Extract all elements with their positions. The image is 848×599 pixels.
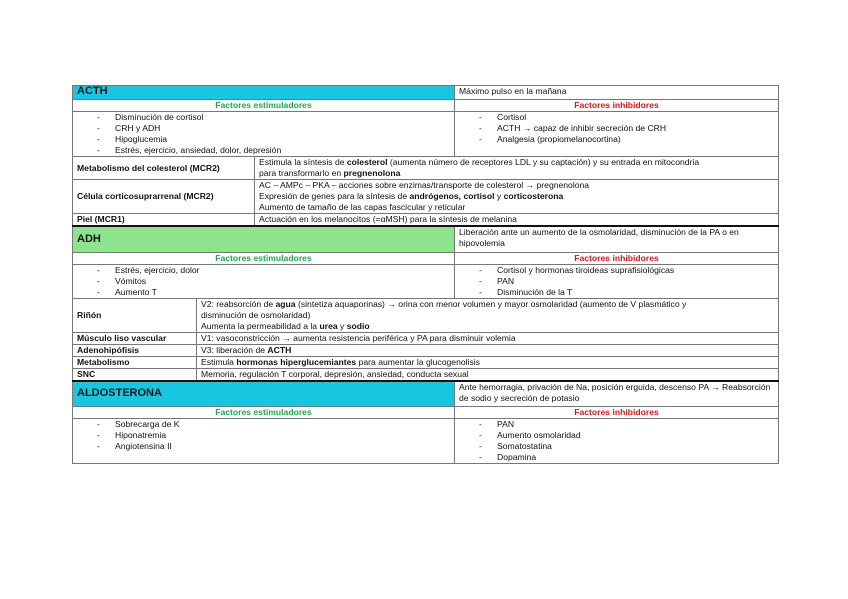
- list-item: - PAN: [479, 276, 774, 287]
- acth-title: ACTH: [73, 86, 455, 100]
- acth-row-text: Actuación en los melanocitos (=αMSH) para la síntesis de melanina: [255, 214, 779, 227]
- adh-title: ADH: [73, 226, 455, 252]
- adh-inhibitors: [455, 264, 779, 298]
- acth-row-text: AC – AMPc – PKA – acciones sobre enzimas/transporte de colesterol → pregnenolona Expresión de genes para la síntesis de andrógenos, cortisol y corticosterona Aumento de tamaño de las capas fascicular y reticular: [255, 180, 779, 214]
- adh-row-label: Riñón: [73, 298, 197, 332]
- aldosterona-stimulators: [73, 419, 455, 464]
- acth-inh-header: Factores inhibidores: [455, 100, 779, 112]
- adh-row-label: Músculo liso vascular: [73, 332, 197, 344]
- acth-row-text: Estimula la síntesis de colesterol (aumenta número de receptores LDL y su captación) y su entrada en mitocondria para transformarlo en pregnenolona: [255, 157, 779, 180]
- list-item: - Dopamina: [479, 452, 774, 463]
- adh-note: Liberación ante un aumento de la osmolaridad, disminución de la PA o en hipovolemia: [455, 226, 779, 252]
- list-item: - Somatostatina: [479, 441, 774, 452]
- list-item: - Aumento T: [97, 287, 450, 298]
- adh-row-text: V3: liberación de ACTH: [197, 344, 779, 356]
- adh-row-text: V2: reabsorción de agua (sintetiza aquaporinas) → orina con menor volumen y mayor osmolaridad (aumento de V plasmático y disminución de osmolaridad) Aumenta la permeabilidad a la urea y sodio: [197, 298, 779, 332]
- aldosterona-inhibitors: [455, 419, 779, 464]
- aldosterona-inh-header: Factores inhibidores: [455, 407, 779, 419]
- acth-row-label: Metabolismo del colesterol (MCR2): [73, 157, 255, 180]
- list-item: - Aumento osmolaridad: [479, 430, 774, 441]
- list-item: - Hipoglucemia: [97, 134, 450, 145]
- adh-row-label: Metabolismo: [73, 356, 197, 368]
- acth-row-label: Célula corticosuprarrenal (MCR2): [73, 180, 255, 214]
- adh-stimulators: [73, 264, 455, 298]
- list-item: - PAN: [479, 419, 774, 430]
- list-item: - ACTH → capaz de inhibir secreción de CRH: [479, 123, 774, 134]
- adh-stim-header: Factores estimuladores: [73, 252, 455, 264]
- acth-stimulators: [73, 112, 455, 157]
- adh-row-text: Estimula hormonas hiperglucemiantes para aumentar la glucogenolisis: [197, 356, 779, 368]
- adh-row-text: V1: vasoconstricción → aumenta resistencia periférica y PA para disminuir volemia: [197, 332, 779, 344]
- list-item: - Estrés, ejercicio, ansiedad, dolor, depresión: [97, 145, 450, 156]
- adh-row-label: SNC: [73, 368, 197, 381]
- adh-row-label: Adenohipófisis: [73, 344, 197, 356]
- acth-row-label: Piel (MCR1): [73, 214, 255, 227]
- list-item: - Cortisol y hormonas tiroideas suprafisiológicas: [479, 265, 774, 276]
- adh-row-text: Memoria, regulación T corporal, depresión, ansiedad, conducta sexual: [197, 368, 779, 381]
- list-item: - Hiponatremia: [97, 430, 450, 441]
- list-item: - CRH y ADH: [97, 123, 450, 134]
- aldosterona-title: ALDOSTERONA: [73, 381, 455, 407]
- list-item: - Vómitos: [97, 276, 450, 287]
- acth-note: Máximo pulso en la mañana: [455, 86, 779, 100]
- aldosterona-stim-header: Factores estimuladores: [73, 407, 455, 419]
- aldosterona-note: Ante hemorragia, privación de Na, posición erguida, descenso PA → Reabsorción de sodio y secreción de potasio: [455, 381, 779, 407]
- list-item: - Disminución de cortisol: [97, 112, 450, 123]
- acth-stim-header: Factores estimuladores: [73, 100, 455, 112]
- list-item: - Analgesia (propiomelanocortina): [479, 134, 774, 145]
- list-item: - Sobrecarga de K: [97, 419, 450, 430]
- adh-inh-header: Factores inhibidores: [455, 252, 779, 264]
- list-item: - Disminución de la T: [479, 287, 774, 298]
- list-item: - Angiotensina II: [97, 441, 450, 452]
- hormone-table: [72, 85, 779, 464]
- list-item: - Cortisol: [479, 112, 774, 123]
- acth-inhibitors: [455, 112, 779, 157]
- list-item: - Estrés, ejercicio, dolor: [97, 265, 450, 276]
